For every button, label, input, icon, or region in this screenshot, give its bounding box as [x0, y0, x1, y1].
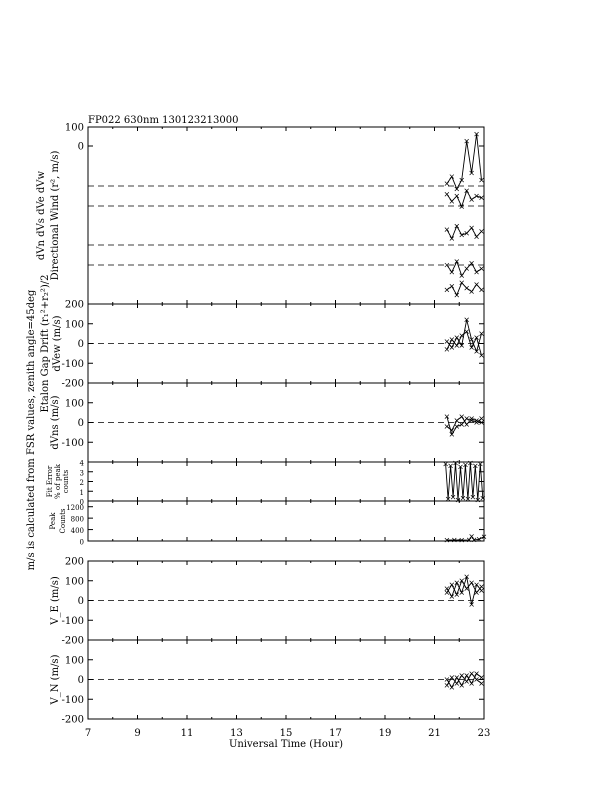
data-point [445, 340, 449, 344]
data-point [480, 585, 484, 589]
data-point [470, 672, 474, 676]
panel-ve [50, 557, 484, 647]
y-tick-label: -200 [61, 714, 84, 726]
data-point [475, 235, 479, 239]
data-point [470, 681, 474, 685]
y-tick-label: 2 [79, 479, 84, 487]
y-axis-label: % of peak [54, 464, 62, 499]
data-point [450, 676, 454, 680]
y-axis-label: counts [62, 469, 70, 494]
y-tick-label: 0 [77, 418, 84, 429]
y-tick-label: -100 [61, 615, 84, 627]
y-tick-label: 0 [77, 339, 84, 350]
data-point [450, 345, 454, 349]
data-point [445, 591, 449, 595]
chart-title: FP022 630nm 130123213000 [88, 115, 239, 126]
data-point [465, 267, 469, 271]
series-line [447, 134, 482, 189]
y-axis-label: dVn dVs dVe dVw [36, 170, 47, 261]
data-point [480, 267, 484, 271]
y-tick-label: 100 [64, 122, 84, 134]
data-point [455, 260, 459, 264]
series-line [447, 320, 482, 352]
data-point [480, 681, 484, 685]
data-point [465, 231, 469, 235]
data-point [450, 284, 454, 288]
data-point [475, 283, 479, 287]
data-point [450, 199, 454, 203]
data-point [475, 270, 479, 274]
series-line [447, 262, 482, 276]
data-point [475, 419, 479, 423]
panel-fit-error [46, 460, 485, 507]
data-point [480, 196, 484, 200]
data-point [455, 676, 459, 680]
series-line [447, 674, 482, 688]
y-tick-label: 200 [64, 556, 84, 568]
panel-frame [88, 640, 484, 719]
data-point [470, 290, 474, 294]
data-point [460, 674, 464, 678]
y-axis-label: Directional Wind (r², m/s) [50, 150, 61, 281]
data-point [445, 288, 449, 292]
y-axis-label: Fit Error [46, 465, 54, 498]
y-tick-label: -100 [61, 437, 84, 449]
data-point [455, 593, 459, 597]
y-axis-label: dVns (m/s) [50, 395, 61, 450]
y-tick-label: 200 [64, 299, 84, 311]
side-note: m/s is calculated from FSR values, zenith angle=45deg [26, 289, 37, 571]
data-point [455, 224, 459, 228]
data-point [460, 683, 464, 687]
panel-directional-wind [36, 123, 484, 305]
y-tick-label: -100 [61, 358, 84, 370]
panel-frame [88, 561, 484, 640]
data-point [460, 233, 464, 237]
data-point [455, 336, 459, 340]
data-point [465, 674, 469, 678]
panel-frame [88, 501, 484, 541]
data-point [455, 419, 459, 423]
y-axis-label: Counts [59, 508, 67, 534]
x-tick-label: 23 [477, 728, 491, 739]
data-point [455, 424, 459, 428]
data-point [465, 422, 469, 426]
panel-frame [88, 127, 484, 304]
data-point [455, 581, 459, 585]
y-axis-label: V_N (m/s) [50, 654, 61, 705]
y-tick-label: 100 [64, 655, 84, 667]
data-point [455, 681, 459, 685]
data-point [460, 415, 464, 419]
panels [36, 123, 490, 740]
y-tick-label: 0 [77, 675, 84, 686]
x-tick-label: 11 [180, 728, 194, 739]
series-line [447, 417, 482, 435]
y-tick-label: 100 [64, 576, 84, 588]
y-tick-label: 400 [70, 527, 84, 536]
data-point [460, 281, 464, 285]
data-point [480, 589, 484, 593]
data-point [445, 228, 449, 232]
data-point [445, 182, 449, 186]
data-point [450, 338, 454, 342]
y-tick-label: 1 [79, 488, 84, 497]
y-axis-label: V_E (m/s) [50, 576, 61, 625]
data-point [445, 424, 449, 428]
data-point [480, 229, 484, 233]
data-point [445, 347, 449, 351]
panel-vew-drift [40, 274, 484, 412]
data-point [465, 286, 469, 290]
y-tick-label: 100 [64, 398, 84, 410]
panel-vns-drift [50, 383, 484, 462]
x-tick-label: 21 [428, 728, 441, 739]
data-point [470, 226, 474, 230]
data-point [480, 417, 484, 421]
x-tick-label: 13 [230, 728, 243, 739]
series-line [447, 191, 482, 207]
data-point [475, 672, 479, 676]
panel-peak-counts [49, 498, 486, 547]
data-point [450, 270, 454, 274]
x-tick-label: 19 [378, 728, 392, 739]
y-tick-label: -200 [61, 635, 84, 647]
x-tick-label: 7 [84, 728, 92, 739]
y-tick-label: -200 [61, 378, 84, 390]
y-tick-label: -100 [61, 694, 84, 706]
data-point [450, 583, 454, 587]
data-point [455, 293, 459, 297]
data-point [455, 343, 459, 347]
data-point [455, 194, 459, 198]
y-axis-label: dVew (m/s) [52, 315, 63, 372]
data-point [465, 679, 469, 683]
data-point [475, 591, 479, 595]
data-point [470, 198, 474, 202]
data-point [460, 579, 464, 583]
panel-frame [88, 383, 484, 462]
data-point [470, 417, 474, 421]
data-point [465, 417, 469, 421]
panel-frame [88, 304, 484, 383]
series-line [447, 417, 482, 431]
data-point [480, 676, 484, 680]
x-tick-label: 9 [134, 728, 141, 739]
y-tick-label: 0 [79, 498, 84, 507]
y-tick-label: 0 [79, 538, 84, 547]
data-point [455, 187, 459, 191]
data-point [460, 422, 464, 426]
data-point [460, 334, 464, 338]
y-axis-label: Etalon Gap Drift (r₁²+r₂²)/2 [40, 274, 51, 413]
data-point [465, 587, 469, 591]
data-point [450, 685, 454, 689]
x-tick-label: 17 [329, 728, 342, 739]
panel-frame [88, 462, 484, 501]
y-tick-label: 3 [79, 469, 84, 478]
y-tick-label: 4 [79, 459, 84, 468]
data-point [465, 330, 469, 334]
y-tick-label: 0 [77, 141, 84, 153]
data-point [475, 678, 479, 682]
y-tick-label: 100 [64, 319, 84, 331]
series-line [446, 463, 483, 500]
data-point [470, 534, 474, 538]
x-axis-label: Universal Time (Hour) [228, 739, 344, 750]
data-point [480, 288, 484, 292]
data-point [445, 192, 449, 196]
panel-vn [50, 640, 484, 726]
data-point [445, 683, 449, 687]
data-point [460, 274, 464, 278]
x-tick-label: 15 [279, 728, 293, 739]
data-point [450, 175, 454, 179]
y-axis-label: Peak [49, 512, 57, 530]
y-tick-label: 1200 [66, 504, 84, 513]
y-tick-label: 0 [77, 596, 84, 607]
data-point [470, 581, 474, 585]
y-tick-label: 800 [70, 515, 84, 524]
data-point [450, 237, 454, 241]
